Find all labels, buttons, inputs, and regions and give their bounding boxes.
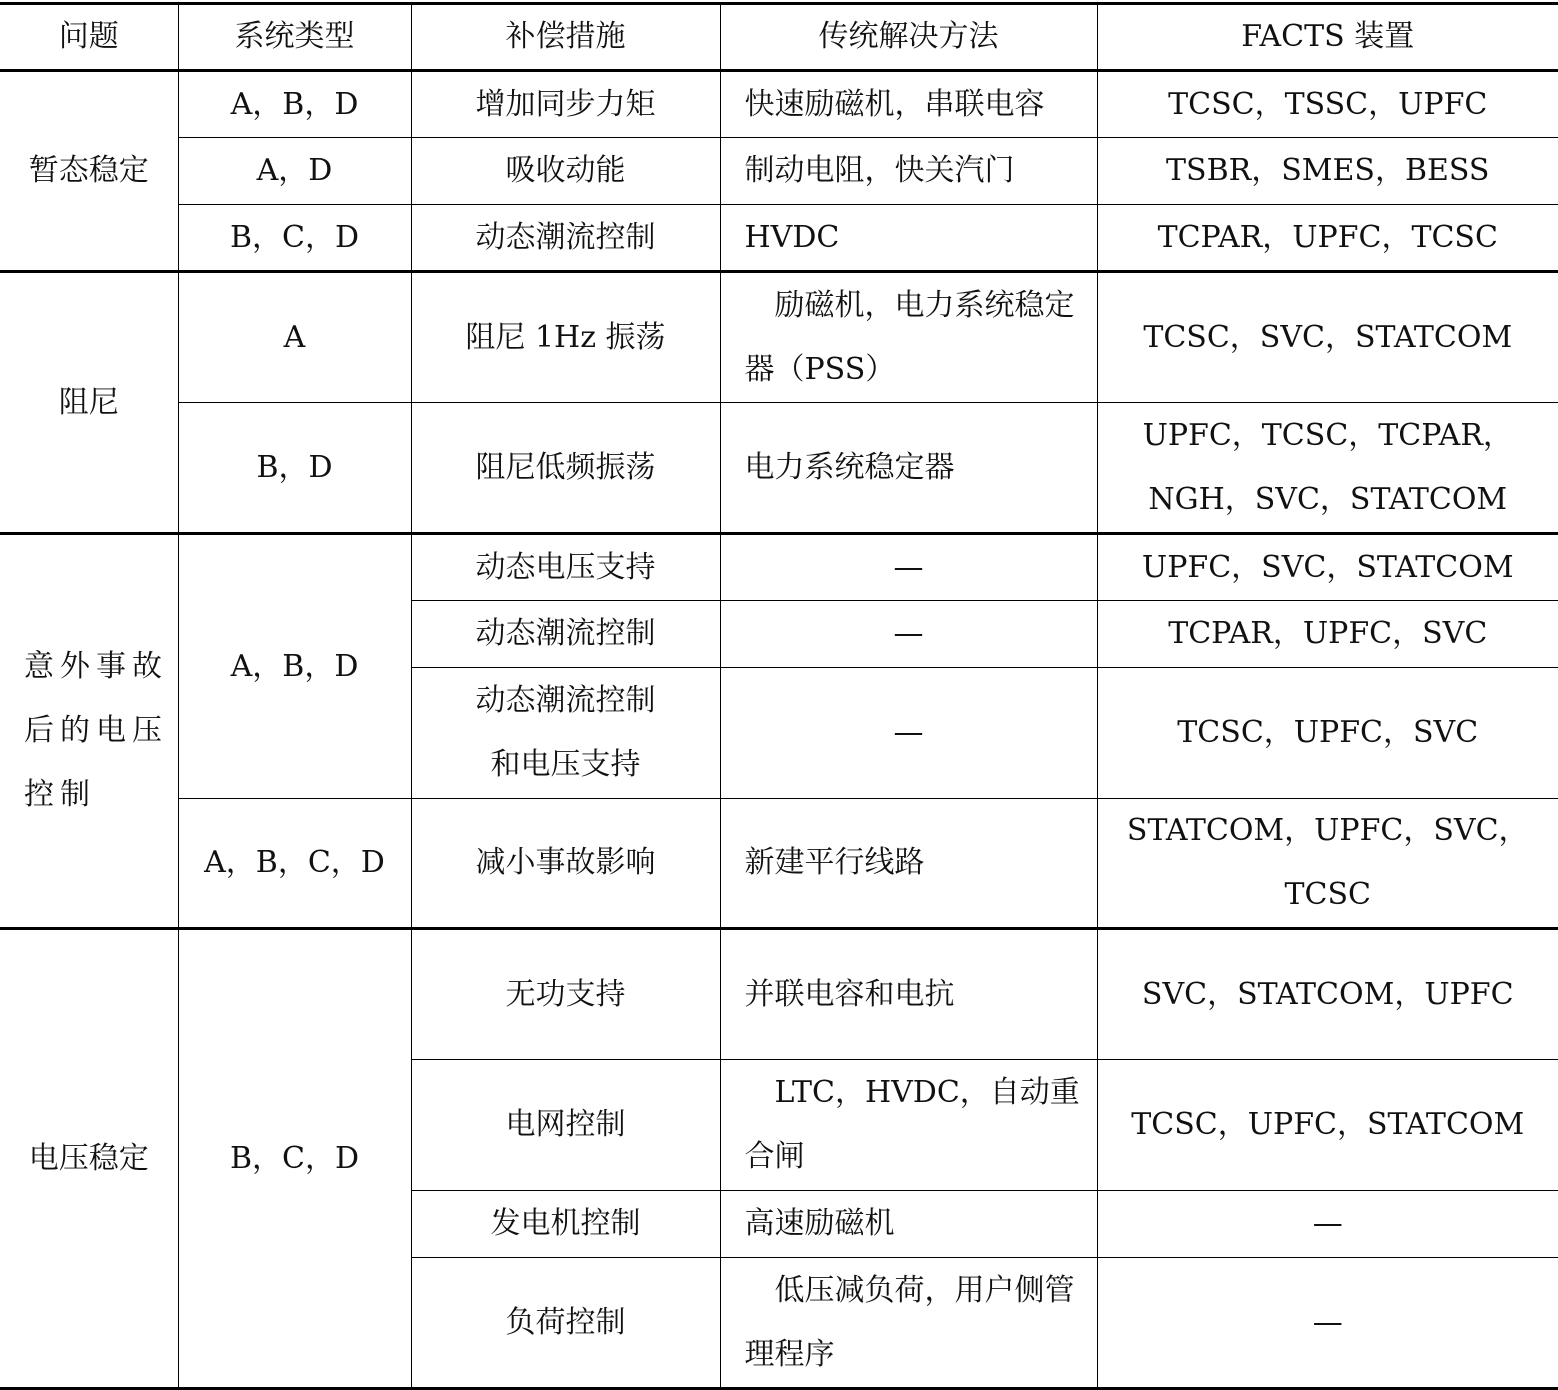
measure-cell: 动态电压支持: [411, 534, 720, 601]
header-compensation: 补偿措施: [411, 4, 720, 71]
traditional-cell: 励磁机，电力系统稳定器（PSS）: [720, 272, 1097, 403]
measure-cell: 动态潮流控制: [411, 205, 720, 272]
traditional-cell: HVDC: [720, 205, 1097, 272]
system-type-cell: B，D: [178, 403, 411, 534]
table-row: [0, 403, 1558, 534]
issue-cell: 暂态稳定: [0, 71, 178, 272]
system-type-cell: A，B，C，D: [178, 799, 411, 929]
table-row: [0, 799, 1558, 929]
facts-cell: TCPAR，UPFC，TCSC: [1097, 205, 1558, 272]
traditional-cell: —: [720, 668, 1097, 799]
facts-cell: TCSC，TSSC，UPFC: [1097, 71, 1558, 138]
facts-cell: —: [1097, 1258, 1558, 1389]
facts-cell: TCSC，UPFC，SVC: [1097, 668, 1558, 799]
system-type-cell: B，C，D: [178, 929, 411, 1389]
measure-cell: 增加同步力矩: [411, 71, 720, 138]
traditional-cell: 制动电阻，快关汽门: [720, 138, 1097, 205]
traditional-cell: —: [720, 534, 1097, 601]
facts-cell: SVC，STATCOM，UPFC: [1097, 929, 1558, 1060]
issue-cell: 电压稳定: [0, 929, 178, 1389]
header-issue: 问题: [0, 4, 178, 71]
measure-cell: 减小事故影响: [411, 799, 720, 929]
issue-cell: 意外事故后的电压控制: [0, 534, 178, 929]
traditional-cell: 新建平行线路: [720, 799, 1097, 929]
measure-cell: 吸收动能: [411, 138, 720, 205]
system-type-cell: A，D: [178, 138, 411, 205]
traditional-cell: —: [720, 601, 1097, 668]
measure-cell: 动态潮流控制和电压支持: [411, 668, 720, 799]
traditional-cell: 低压减负荷，用户侧管理程序: [720, 1258, 1097, 1389]
measure-cell: 无功支持: [411, 929, 720, 1060]
measure-cell: 负荷控制: [411, 1258, 720, 1389]
traditional-cell: 并联电容和电抗: [720, 929, 1097, 1060]
facts-cell: STATCOM，UPFC，SVC，TCSC: [1097, 799, 1558, 929]
table-row: [0, 71, 1558, 138]
measure-cell: 动态潮流控制: [411, 601, 720, 668]
facts-cell: TCSC，SVC，STATCOM: [1097, 272, 1558, 403]
traditional-cell: 高速励磁机: [720, 1191, 1097, 1258]
facts-cell: TCSC，UPFC，STATCOM: [1097, 1060, 1558, 1191]
header-system-type: 系统类型: [178, 4, 411, 71]
system-type-cell: A，B，D: [178, 534, 411, 799]
table-row: [0, 534, 1558, 601]
table-row: [0, 138, 1558, 205]
measure-cell: 阻尼低频振荡: [411, 403, 720, 534]
facts-cell: TSBR，SMES，BESS: [1097, 138, 1558, 205]
table-row: [0, 205, 1558, 272]
system-type-cell: A: [178, 272, 411, 403]
traditional-cell: 快速励磁机，串联电容: [720, 71, 1097, 138]
system-type-cell: B，C，D: [178, 205, 411, 272]
measure-cell: 阻尼 1Hz 振荡: [411, 272, 720, 403]
traditional-cell: LTC，HVDC，自动重合闸: [720, 1060, 1097, 1191]
header-facts: FACTS 装置: [1097, 4, 1558, 71]
facts-cell: UPFC，SVC，STATCOM: [1097, 534, 1558, 601]
facts-comparison-table: [0, 2, 1558, 1390]
system-type-cell: A，B，D: [178, 71, 411, 138]
measure-cell: 电网控制: [411, 1060, 720, 1191]
table-row: [0, 929, 1558, 1060]
issue-cell: 阻尼: [0, 272, 178, 534]
facts-cell: TCPAR，UPFC，SVC: [1097, 601, 1558, 668]
facts-cell: UPFC，TCSC，TCPAR，NGH，SVC，STATCOM: [1097, 403, 1558, 534]
facts-cell: —: [1097, 1191, 1558, 1258]
table-row: [0, 272, 1558, 403]
header-row: [0, 4, 1558, 71]
measure-cell: 发电机控制: [411, 1191, 720, 1258]
traditional-cell: 电力系统稳定器: [720, 403, 1097, 534]
header-traditional: 传统解决方法: [720, 4, 1097, 71]
